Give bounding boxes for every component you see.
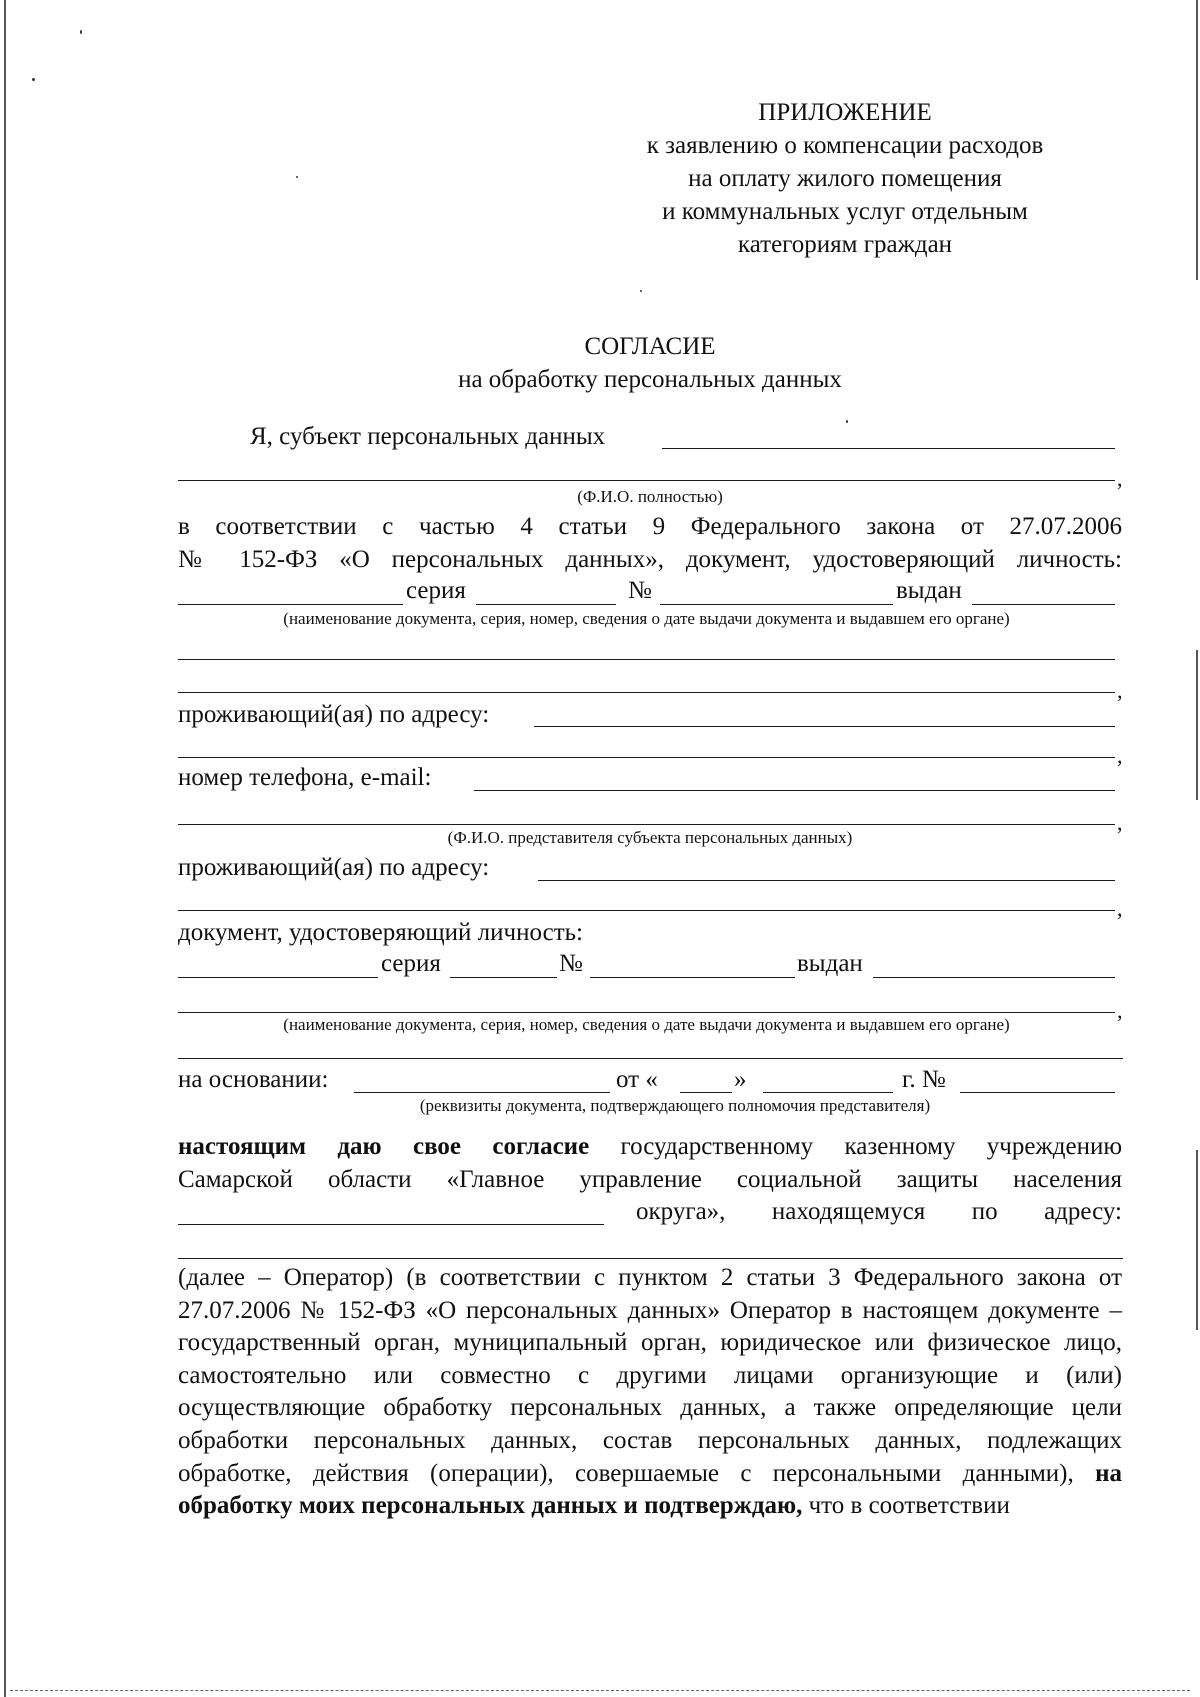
rep-doc-number-field[interactable]	[590, 977, 795, 978]
scan-bottom-dashes	[10, 1690, 1190, 1691]
fio-caption: (Ф.И.О. полностью)	[577, 487, 723, 506]
basis-day-field[interactable]	[680, 1092, 732, 1093]
doc-number-field[interactable]	[660, 604, 893, 605]
doc-series-field[interactable]	[476, 604, 616, 605]
rep-doc-caption: (наименование документа, серия, номер, сведения о дате выдачи документа и выдавшем его органе)	[283, 1015, 1010, 1034]
basis-caption: (реквизиты документа, подтверждающего полномочия представителя)	[419, 1096, 931, 1115]
representative-address-field[interactable]	[538, 880, 1115, 881]
representative-name-field[interactable]	[178, 824, 1115, 825]
basis-document-field[interactable]	[354, 1092, 610, 1093]
phone-email-field[interactable]	[474, 790, 1115, 791]
doc-details-field[interactable]	[178, 659, 1115, 660]
subject-label: Я, субъект персональных данных	[250, 423, 606, 450]
rep-issued-label: выдан	[797, 950, 863, 977]
scan-speck	[32, 78, 35, 81]
comma: ,	[1117, 743, 1123, 768]
basis-date-field[interactable]	[763, 1092, 893, 1093]
address-field[interactable]	[534, 726, 1115, 727]
rep-doc-name-field[interactable]	[178, 977, 378, 978]
rep-doc-series-field[interactable]	[450, 977, 557, 978]
appendix-title: ПРИЛОЖЕНИЕ	[758, 99, 932, 126]
subject-name-field-continued[interactable]	[178, 480, 1115, 481]
consent-subtitle: на обработку персональных данных	[458, 366, 842, 393]
consent-line	[178, 1131, 1122, 1164]
number-label: №	[628, 577, 652, 604]
operator-bold-tail: на обработку моих персональных данных и подтверждаю,	[178, 1459, 1123, 1520]
scan-right-edge	[1196, 650, 1198, 800]
representative-address-label: проживающий(ая) по адресу:	[178, 854, 490, 881]
representative-caption: (Ф.И.О. представителя субъекта персональных данных)	[447, 828, 853, 847]
consent-bold: настоящим даю свое согласие	[178, 1133, 590, 1160]
rep-doc-issued-field[interactable]	[873, 977, 1115, 978]
operator-text	[178, 1262, 1122, 1523]
representative-doc-label: документ, удостоверяющий личность:	[178, 919, 583, 946]
rep-doc-details-field-continued[interactable]	[178, 1058, 1123, 1059]
operator-paragraph	[178, 1262, 1122, 1523]
appendix-line: и коммунальных услуг отдельным	[662, 198, 1028, 225]
rep-doc-details-field[interactable]	[178, 1012, 1115, 1013]
consent-line: Самарской области «Главное управление социальной защиты населения	[178, 1165, 1122, 1193]
comma: ,	[1117, 998, 1123, 1023]
consent-text: государственному казенному учреждению	[620, 1133, 1122, 1160]
comma: ,	[1117, 678, 1123, 703]
scan-right-edge	[1196, 1150, 1198, 1330]
comma: ,	[1117, 896, 1123, 921]
appendix-line: категориям граждан	[737, 231, 953, 258]
series-label: серия	[406, 577, 466, 604]
basis-label: на основании:	[178, 1066, 329, 1093]
doc-details-field-continued[interactable]	[178, 692, 1115, 693]
comma: ,	[1117, 466, 1123, 491]
operator-tail: что в соответствии	[808, 1492, 1010, 1520]
subject-name-field[interactable]	[662, 448, 1115, 449]
scan-speck	[846, 420, 848, 423]
year-number-label: г. №	[902, 1066, 946, 1093]
law-line: в соответствии с частью 4 статьи 9 Федерального закона от 27.07.2006	[178, 513, 1122, 540]
operator-address-field[interactable]	[178, 1258, 1123, 1259]
scan-right-edge	[1196, 0, 1198, 280]
comma: ,	[1117, 810, 1123, 835]
scan-left-edge	[4, 0, 6, 1697]
law-reference	[178, 511, 1122, 576]
quote-close: »	[734, 1066, 747, 1093]
appendix-line: на оплату жилого помещения	[688, 165, 1002, 192]
scan-speck	[296, 176, 298, 178]
issued-label: выдан	[896, 577, 962, 604]
appendix-line: к заявлению о компенсации расходов	[646, 132, 1044, 159]
okrug-text: округа», находящемуся по адресу:	[636, 1198, 1122, 1225]
law-line: № 152-ФЗ «О персональных данных», документ, удостоверяющий личность:	[178, 545, 1122, 573]
doc-caption: (наименование документа, серия, номер, сведения о дате выдачи документа и выдавшем его органе)	[283, 609, 1010, 628]
basis-number-field[interactable]	[960, 1092, 1115, 1093]
from-label: от «	[616, 1066, 658, 1093]
consent-title: СОГЛАСИЕ	[584, 333, 716, 360]
address-field-continued[interactable]	[178, 757, 1115, 758]
scan-speck	[80, 30, 82, 34]
consent-statement	[178, 1131, 1122, 1196]
operator-definition: (далее – Оператор) (в соответствии с пунктом 2 статьи 3 Федерального закона от 27.07.2006 № 152-ФЗ «О персональных данных» Оператор в настоящем документе – государственный орган, муниципальный орган, юридическое или физическое лицо, самостоятельно или совместно с другими лицами организующие и (или) осуществляющие обработку персональных данных, а также определяющие цели обработки персональных данных, состав персональных данных, подлежащих обработке, действия (операции), совершаемые с персональными данными),	[178, 1264, 1122, 1487]
rep-series-label: серия	[381, 950, 441, 977]
rep-number-label: №	[559, 950, 583, 977]
doc-name-field[interactable]	[178, 604, 403, 605]
doc-issued-field[interactable]	[972, 604, 1115, 605]
phone-label: номер телефона, e-mail:	[178, 764, 432, 791]
okrug-name-field[interactable]	[178, 1224, 604, 1225]
representative-address-field-continued[interactable]	[178, 910, 1115, 911]
scan-speck	[640, 290, 642, 292]
address-label: проживающий(ая) по адресу:	[178, 701, 490, 728]
